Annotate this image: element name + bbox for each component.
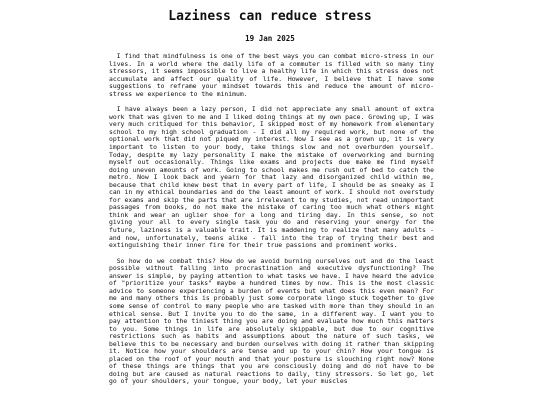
paragraph: I have always been a lazy person, I did not appreciate any small amount of extra work that was given to me and I liked doing things at my own pace. Growing up, I was very much critiqued for this behavior, I skipped most of my homework from elementary school to my high school graduation - I did all my required work, but none of the optional work that did not piqued my interest. Now I see as a grown up, it is very important to listen to your body, take things slow and not overburden yourself. Today, despite my lazy personality I make the mistake of overworking and burning myself out occasionally. Things like exams and projects due make me find myself doing uneven amounts of work. Going to school makes me rush out of bed to catch the metro. Now I look back and yearn for that lazy and disorganized child within me, because that child knew best that in every part of life, I should be as sneaky as I can in my ethical boundaries and do the least amount of work. I should not overstudy for exams and skip the parts that are irrelevant to my studies, not read unimportant passages from books, do not make the mistake of caring too much what others might think and wear an uglier shoe for a long and tiring day. In this sense, so not giving your all to every single task you do and reserving your energy for the future, laziness is a valuable trait. It is maddening to realize that many adults - and now, unfortunately, teens alike - fall into the trap of trying their best and extinguishing their inner fire for their true passions and prominent works. <box>109 105 434 250</box>
document-body <box>109 53 434 394</box>
paragraph: I find that mindfulness is one of the best ways you can combat micro-stress in our lives. In a world where the daily life of a commuter is filled with so many tiny stressors, it seems impossible to live a healthy life in which this stress does not accumulate and affect our quality of life. However, I believe that I have some suggestions to reframe your mindset towards this and reduce the amount of micro-stress we experience to the minimum. <box>109 52 434 98</box>
document-date: 19 Jan 2025 <box>245 34 295 43</box>
paragraph: So how do we combat this? How do we avoid burning ourselves out and do the least possible without falling into procrastination and executive dysfunctioning? The answer is simple, by paying attention to what tasks we have. I have heard the advice of "prioritize your tasks" maybe a hundred times by now. This is the most classic advice to someone experiencing a burden of events but what does this even mean? For me and many others this is probably just some corporate lingo stuck together to give some sense of control to many people who are tasked with more than they should in an ethical sense. But I invite you to do the same, in a different way. I want you to pay attention to the tiniest thing you are doing and evaluate how much this matters to you. Some things in life are absolutely skippable, but due to our cognitive restrictions such as habits and assumptions about the nature of such tasks, we believe this to be necessary and burden ourselves with doing it rather than skipping it. Notice how your shoulders are tense and up to your chin? How your tongue is placed on the roof of your mouth and that your posture is slouching right now? None of these things are things that you are consciously doing and do not have to be doing but are caused as natural reactions to daily, tiny stressors. So let go, let go of your shoulders, your tongue, your body, let your muscles <box>109 256 434 386</box>
document-title: Laziness can reduce stress <box>168 9 372 24</box>
